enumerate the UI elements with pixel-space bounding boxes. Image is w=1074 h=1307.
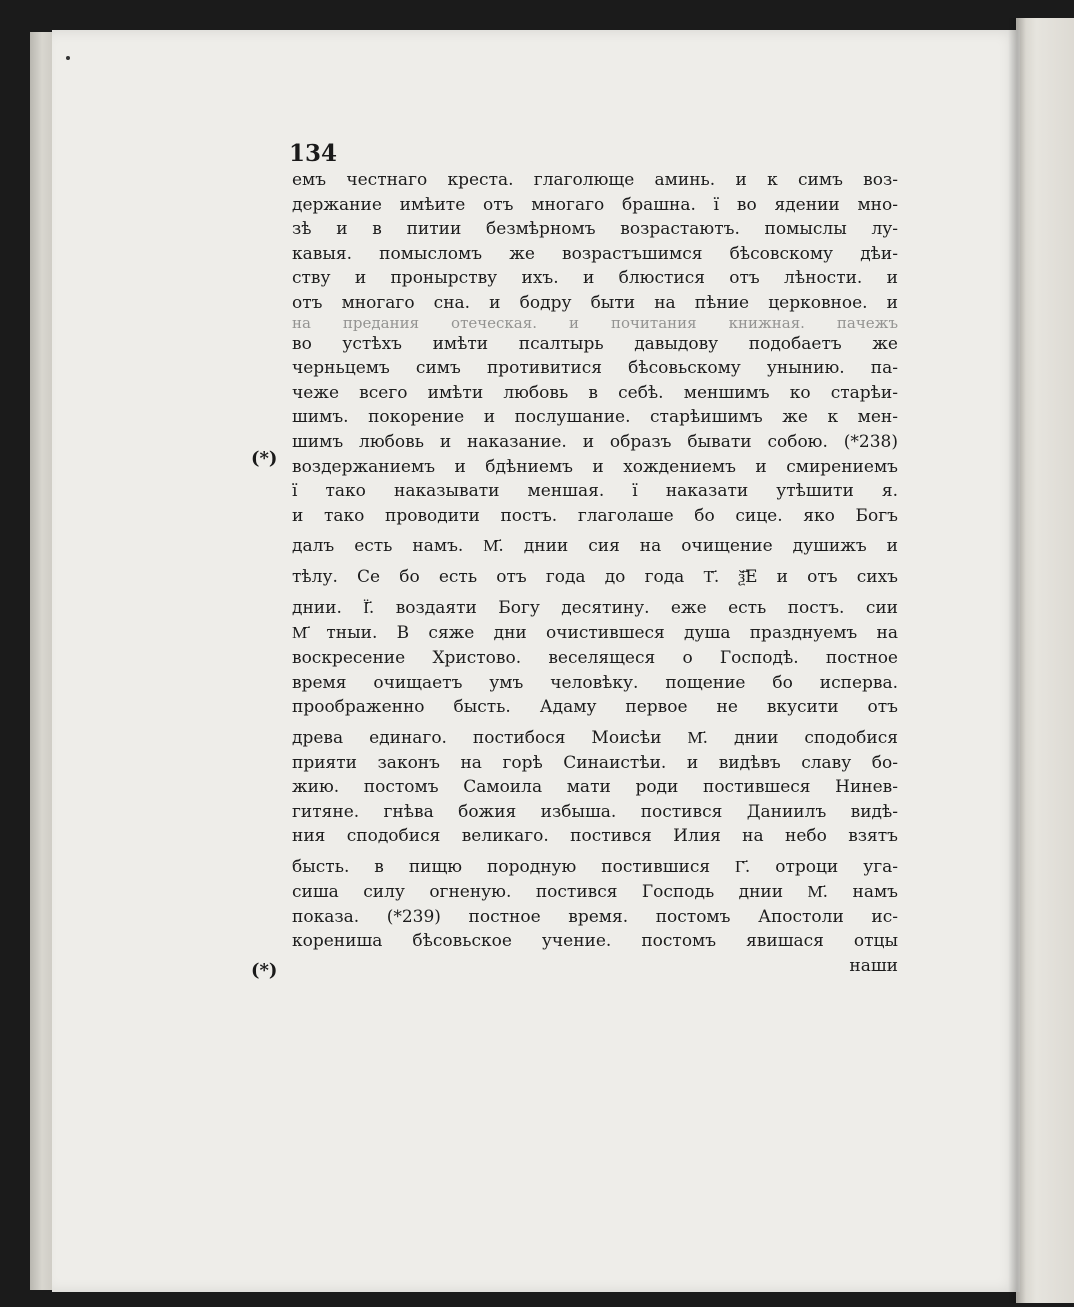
body-text	[292, 168, 898, 978]
ink-speck	[66, 56, 70, 60]
text-line: на предания отеческая. и почитания книжная. пачежъ	[292, 315, 898, 332]
text-line: воскресение Христово. веселящеся о Господѣ. постное	[292, 647, 898, 668]
text-line: держание имѣите отъ многаго брашна. ї во ядении мно-	[292, 194, 898, 215]
text-line: шимъ любовь и наказание. и образъ бывати собою. (*238)	[292, 431, 898, 452]
text-line: время очищаетъ умъ человѣку. пощение бо исперва.	[292, 672, 898, 693]
margin-footnote-mark: (*)	[251, 960, 278, 981]
text-line: шимъ. покорение и послушание. старѣишимъ же к мен-	[292, 407, 898, 428]
text-line: прияти законъ на горѣ Синаистѣи. и видѣвъ славу бо-	[292, 752, 898, 773]
text-line: проображенно бысть. Адаму первое не вкусити отъ	[292, 697, 898, 718]
text-line: сиша силу огненую. постився Господь днии М҃. намъ	[292, 882, 898, 903]
text-line: ству и пронырству ихъ. и блюстися отъ лѣности. и	[292, 268, 898, 289]
text-line: во устѣхъ имѣти псалтырь давыдову подобаетъ же	[292, 333, 898, 354]
text-line: гитяне. гнѣва божия избыша. постився Даниилъ видѣ-	[292, 801, 898, 822]
text-line: бысть. в пищю породную постившися Г҃. отроци уга-	[292, 857, 898, 878]
text-line: ния сподобися великаго. постився Илия на небо взятъ	[292, 826, 898, 847]
text-line: М҃ тныи. В сяже дни очистившеся душа празднуемъ на	[292, 623, 898, 644]
text-line: далъ есть намъ. М҃. днии сия на очищение душижъ и	[292, 536, 898, 557]
margin-footnote-mark: (*)	[251, 448, 278, 469]
spine-shadow	[1008, 18, 1026, 1303]
catchword: наши	[849, 955, 898, 976]
text-line: тѣлу. Се бо есть отъ года до года Т҃. ѯ҃Е и отъ сихъ	[292, 567, 898, 588]
text-line: днии. Ї҃. воздаяти Богу десятину. еже есть постъ. сии	[292, 598, 898, 619]
text-line: и тако проводити постъ. глаголаше бо сице. яко Богъ	[292, 505, 898, 526]
text-line: чеже всего имѣти любовь в себѣ. меншимъ ко старѣи-	[292, 382, 898, 403]
text-line: жию. постомъ Самоила мати роди постившеся Нинев-	[292, 777, 898, 798]
text-line: емъ честнаго креста. глаголюще аминь. и к симъ воз-	[292, 170, 898, 190]
text-line: воздержаниемъ и бдѣниемъ и хождениемъ и смирениемъ	[292, 456, 898, 477]
page-number: 134	[289, 140, 338, 167]
text-line: древа единаго. постибося Моисѣи М҃. днии сподобися	[292, 727, 898, 748]
text-line: корениша бѣсовьское учение. постомъ явишася отцы	[292, 931, 898, 952]
text-line: ї тако наказывати меншая. ї наказати утѣшити я.	[292, 481, 898, 502]
text-line: отъ многаго сна. и бодру быти на пѣние церковное. и	[292, 292, 898, 313]
text-line: кавыя. помысломъ же возрастъшимся бѣсовскому дѣи-	[292, 243, 898, 264]
text-line: зѣ и в питии безмѣрномъ возрастаютъ. помыслы лу-	[292, 219, 898, 240]
text-line: показа. (*239) постное время. постомъ Апостоли ис-	[292, 906, 898, 927]
text-line: черньцемъ симъ противитися бѣсовьскому унынию. па-	[292, 358, 898, 379]
